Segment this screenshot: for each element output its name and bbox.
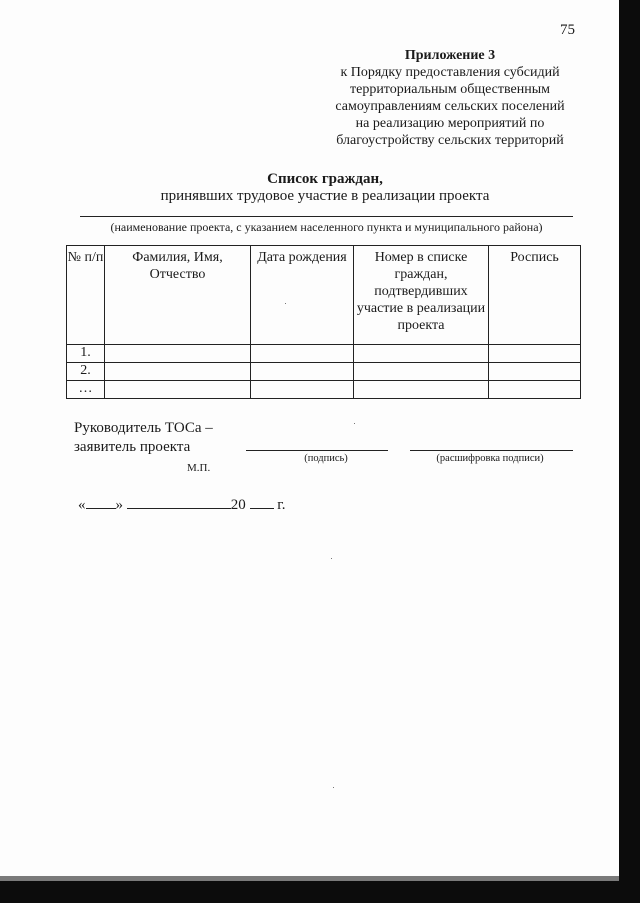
scan-speck (285, 303, 286, 304)
date-line (78, 494, 285, 514)
appendix-line: на реализацию мероприятий по (355, 116, 545, 131)
year-blank[interactable] (250, 494, 274, 509)
scan-speck (331, 558, 332, 559)
date-close-quote: » (115, 497, 123, 513)
stamp-place: М.П. (187, 462, 211, 474)
signer-role-line: Руководитель ТОСа – (74, 420, 213, 436)
cell-signature[interactable] (489, 381, 581, 399)
cell-birth-date[interactable] (251, 345, 354, 363)
cell-signature[interactable] (489, 345, 581, 363)
day-blank[interactable] (86, 494, 116, 509)
table-row (67, 381, 581, 399)
signer-role (74, 419, 213, 457)
scan-speck (333, 787, 334, 788)
citizens-table (66, 245, 581, 399)
row-number: 1. (67, 345, 105, 363)
header-number: № п/п (67, 246, 105, 345)
header-list-number: Номер в списке граждан, подтвердивших участие в реализации проекта (354, 246, 489, 345)
signature-decode-line[interactable] (410, 450, 573, 451)
page-number: 75 (560, 22, 575, 38)
row-number: 2. (67, 363, 105, 381)
appendix-line: территориальным общественным (349, 82, 550, 97)
cell-birth-date[interactable] (251, 381, 354, 399)
list-heading (100, 171, 550, 205)
list-subtitle: принявших трудовое участие в реализации проекта (160, 188, 490, 204)
appendix-block (305, 47, 595, 149)
cell-list-number[interactable] (354, 381, 489, 399)
table-header-row (67, 246, 581, 345)
cell-full-name[interactable] (105, 381, 251, 399)
signer-role-line: заявитель проекта (74, 439, 191, 455)
scan-edge-bottom (0, 881, 640, 903)
cell-list-number[interactable] (354, 363, 489, 381)
month-blank[interactable] (127, 494, 231, 509)
signature-caption: (подпись) (304, 453, 348, 464)
table-row (67, 363, 581, 381)
scan-edge-right (619, 0, 640, 903)
signature-decode-caption: (расшифровка подписи) (436, 453, 544, 464)
appendix-line: благоустройству сельских территорий (336, 133, 564, 148)
header-signature: Роспись (489, 246, 581, 345)
header-birth-date: Дата рождения (251, 246, 354, 345)
cell-birth-date[interactable] (251, 363, 354, 381)
table-row (67, 345, 581, 363)
cell-list-number[interactable] (354, 345, 489, 363)
date-open-quote: « (78, 497, 86, 513)
cell-full-name[interactable] (105, 345, 251, 363)
appendix-line: к Порядку предоставления субсидий (340, 65, 560, 80)
cell-full-name[interactable] (105, 363, 251, 381)
list-title: Список граждан, (267, 171, 383, 187)
header-full-name: Фамилия, Имя, Отчество (105, 246, 251, 345)
scan-speck (354, 423, 355, 424)
appendix-line: самоуправлениям сельских поселений (335, 99, 565, 114)
appendix-title: Приложение 3 (404, 48, 496, 63)
project-name-hint: (наименование проекта, с указанием населенного пункта и муниципального района) (110, 220, 543, 234)
project-name-line (80, 216, 573, 217)
row-number: … (67, 381, 105, 399)
cell-signature[interactable] (489, 363, 581, 381)
year-suffix: г. (277, 497, 286, 513)
signature-line[interactable] (246, 450, 388, 451)
year-prefix: 20 (230, 497, 246, 513)
